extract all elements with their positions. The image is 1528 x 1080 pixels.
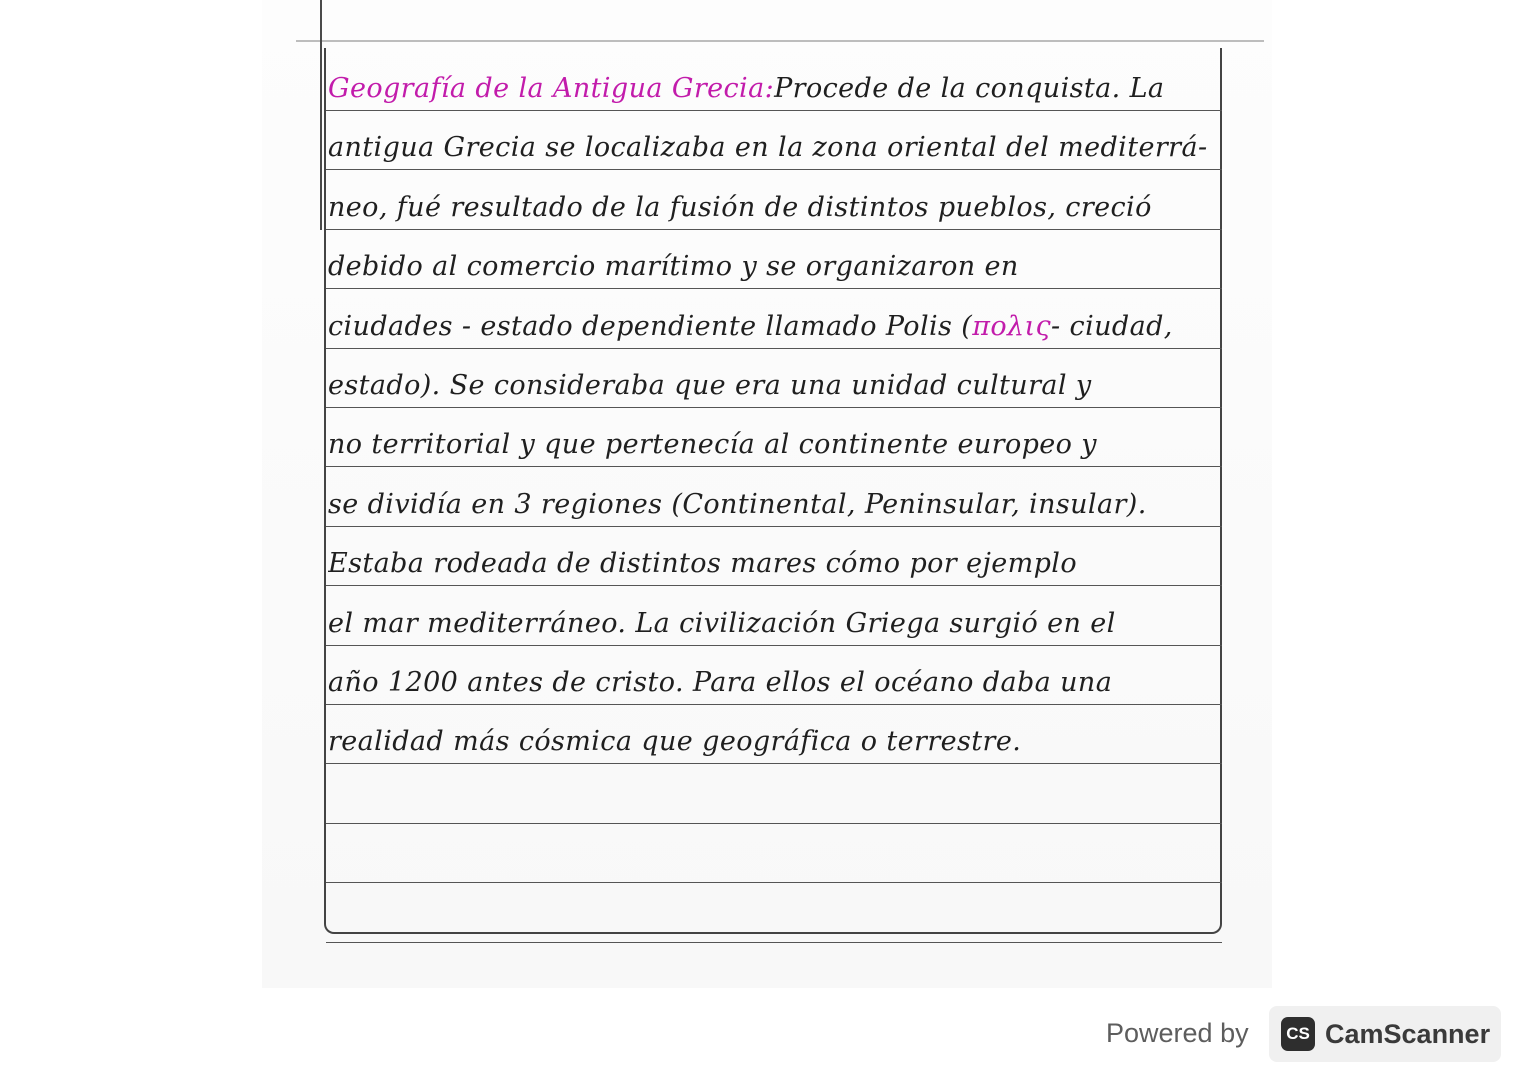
greek-word: πολις bbox=[972, 311, 1052, 342]
text-line bbox=[328, 601, 1220, 647]
ruled-line bbox=[326, 882, 1222, 883]
text-line bbox=[328, 185, 1220, 231]
ruled-line bbox=[326, 823, 1222, 824]
line-segment: realidad más cósmica que geográfica o terrestre. bbox=[328, 726, 1022, 757]
line-segment: se dividía en 3 regiones (Continental, Peninsular, insular). bbox=[328, 489, 1147, 520]
page-margin-line bbox=[320, 0, 322, 230]
line-segment: debido al comercio marítimo y se organizaron en bbox=[328, 251, 1019, 282]
text-line bbox=[328, 244, 1220, 290]
camscanner-brand: CamScanner bbox=[1325, 1019, 1491, 1049]
heading-line bbox=[328, 66, 1220, 112]
show-through-writing-bottom bbox=[318, 950, 438, 978]
line-segment: no territorial y que pertenecía al continente europeo y bbox=[328, 429, 1097, 460]
line-segment: neo, fué resultado de la fusión de distintos pueblos, creció bbox=[328, 192, 1152, 223]
line-segment: antigua Grecia se localizaba en la zona oriental del mediterrá- bbox=[328, 132, 1208, 163]
camscanner-badge bbox=[1269, 1006, 1501, 1062]
text-line bbox=[328, 422, 1220, 468]
line-segment: el mar mediterráneo. La civilización Griega surgió en el bbox=[328, 608, 1116, 639]
text-line bbox=[328, 482, 1220, 528]
text-line bbox=[328, 660, 1220, 706]
text-line bbox=[328, 541, 1220, 587]
text-line bbox=[328, 719, 1220, 765]
text-line bbox=[328, 125, 1220, 171]
powered-by-text: Powered by bbox=[1106, 1018, 1249, 1048]
camscanner-watermark bbox=[1106, 1006, 1506, 1066]
notes-heading: Geografía de la Antigua Grecia: bbox=[328, 73, 775, 104]
camscanner-logo-icon: CS bbox=[1281, 1017, 1315, 1051]
line-segment: Procede de la conquista. La bbox=[774, 73, 1165, 104]
text-line bbox=[328, 304, 1220, 350]
line-segment: año 1200 antes de cristo. Para ellos el océano daba una bbox=[328, 667, 1113, 698]
line-segment: - ciudad, bbox=[1051, 311, 1173, 342]
line-segment: ciudades - estado dependiente llamado Polis ( bbox=[328, 311, 973, 342]
show-through-writing bbox=[430, 8, 1250, 38]
line-segment: Estaba rodeada de distintos mares cómo por ejemplo bbox=[328, 548, 1077, 579]
page-top-rule bbox=[296, 40, 1264, 42]
ruled-line bbox=[326, 942, 1222, 943]
line-segment: estado). Se consideraba que era una unidad cultural y bbox=[328, 370, 1092, 401]
text-line bbox=[328, 363, 1220, 409]
